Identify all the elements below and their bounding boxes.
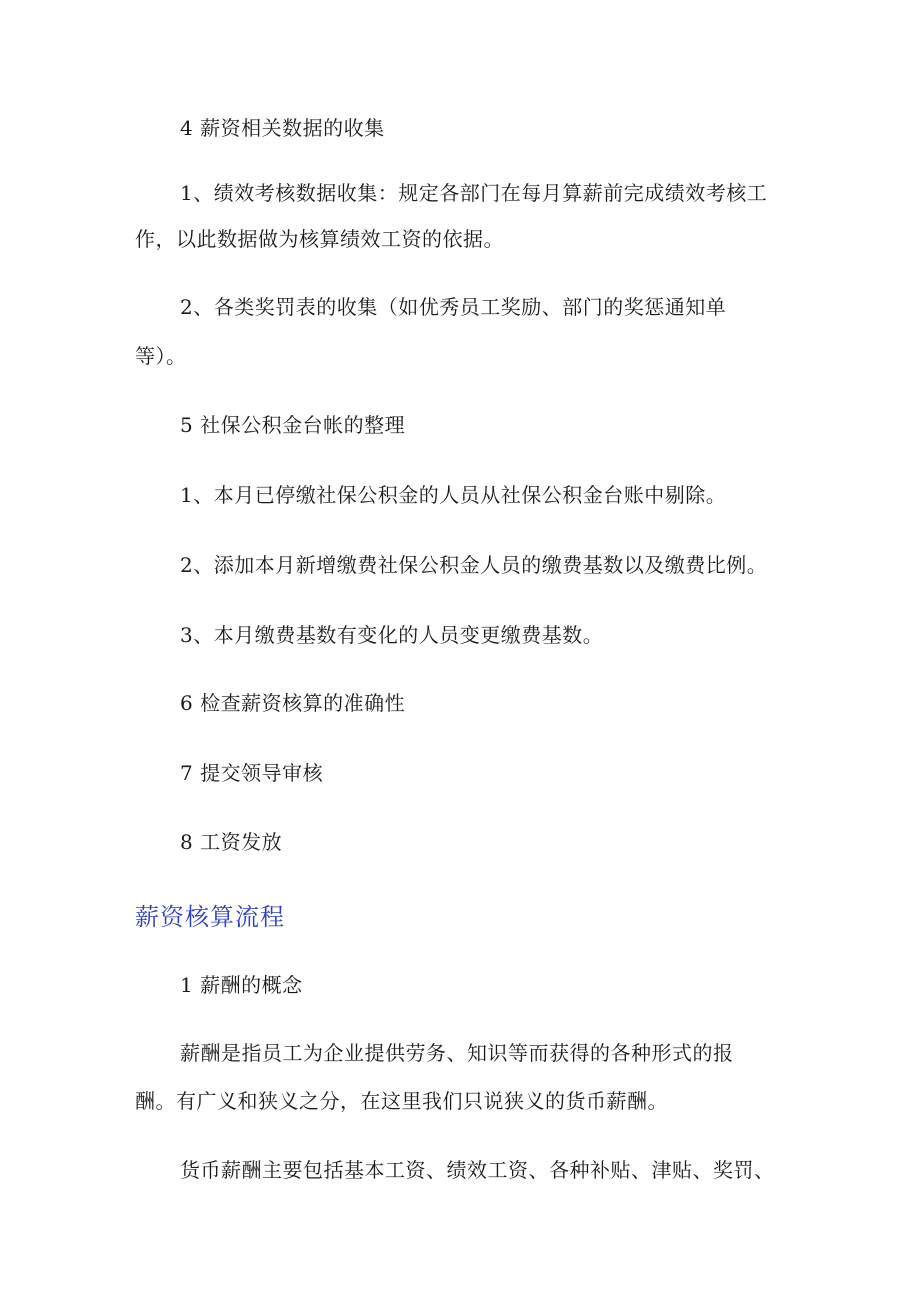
concept-line-2: 酬。有广义和狭义之分，在这里我们只说狭义的货币薪酬。 [135,1089,668,1113]
section-8-title: 8 工资发放 [180,830,283,854]
item-1-line-2: 作，以此数据做为核算绩效工资的依据。 [135,227,504,251]
section-5-item-3: 3、本月缴费基数有变化的人员变更缴费基数。 [180,623,604,647]
heading-salary-process: 薪资核算流程 [135,903,285,931]
money-salary-line-1: 货币薪酬主要包括基本工资、绩效工资、各种补贴、津贴、奖罚、 [180,1158,775,1182]
section-6-title: 6 检查薪资核算的准确性 [180,691,406,715]
section-5-item-2: 2、添加本月新增缴费社保公积金人员的缴费基数以及缴费比例。 [180,553,768,577]
section-4-title: 4 薪资相关数据的收集 [180,116,385,140]
concept-title: 1 薪酬的概念 [180,973,303,997]
section-7-title: 7 提交领导审核 [180,761,324,785]
item-2-line-2: 等）。 [135,344,187,368]
item-1-line-1: 1、绩效考核数据收集：规定各部门在每月算薪前完成绩效考核工 [180,181,768,205]
concept-line-1: 薪酬是指员工为企业提供劳务、知识等而获得的各种形式的报 [180,1041,734,1065]
section-5-title: 5 社保公积金台帐的整理 [180,413,406,437]
section-5-item-1: 1、本月已停缴社保公积金的人员从社保公积金台账中剔除。 [180,483,727,507]
item-2-line-1: 2、各类奖罚表的收集（如优秀员工奖励、部门的奖惩通知单 [180,295,727,319]
